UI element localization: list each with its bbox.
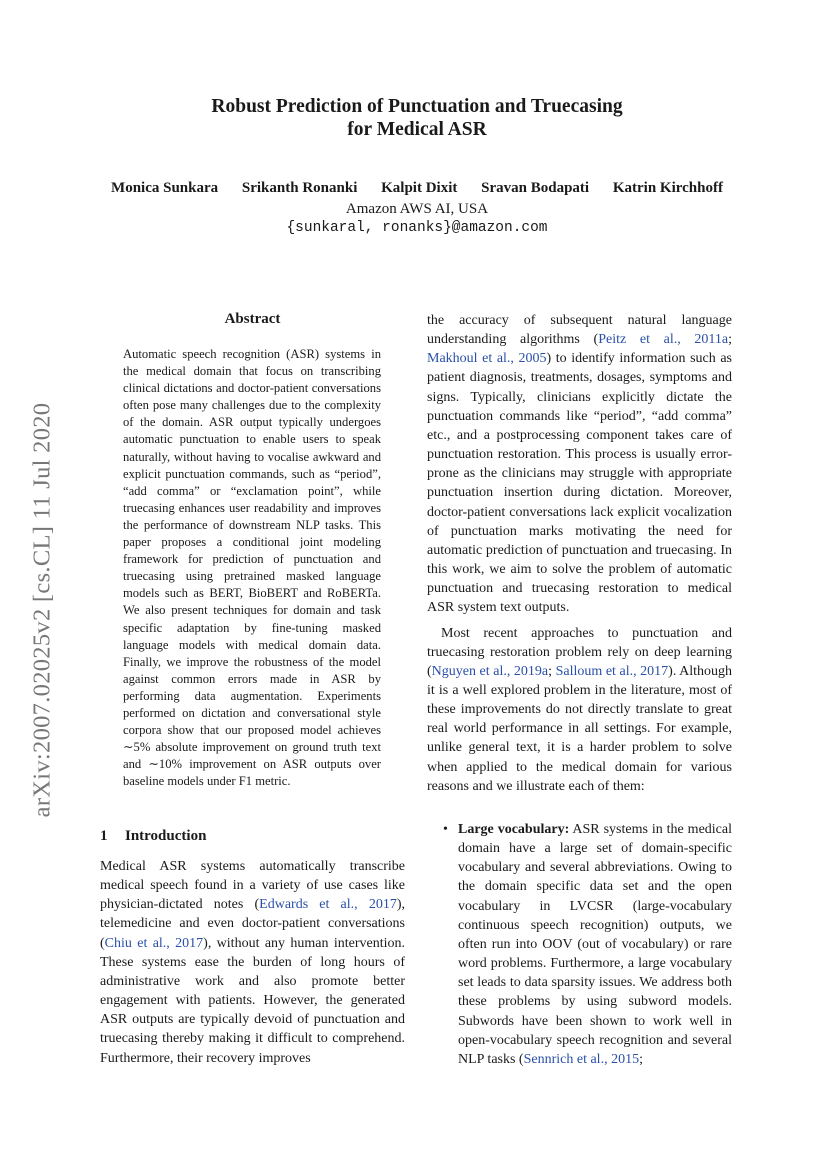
intro-text: ), telemedicine and even doctor-patient conversations ( [100,897,405,951]
arxiv-stamp [22,375,62,845]
paragraph-text: the accuracy of subsequent natural language understanding algorithms ( [427,313,732,348]
author-name: Sravan Bodapati [481,180,590,196]
arxiv-stamp-text: arXiv:2007.02025v2 [cs.CL] 11 Jul 2020 [28,402,55,818]
intro-text: Medical ASR systems automatically transcribe medical speech found in a variety of use cases like physician-dictated notes ( [100,859,405,913]
bullet-text: ASR systems in the medical domain have a large set of domain-specific vocabulary and several abbreviations. Owing to the domain specific data set and the open vocabulary in LVCSR (large-vocabulary continuous speech recognition) outputs, we often run into OOV (out of vocabulary) or rare word problems. Furthermore, a large vocabulary set leads to data sparsity issues. We address both these problems by using subword models. Subwords have been shown to work well in open-vocabulary speech recognition and several NLP tasks ( [458,822,732,1067]
citation-link[interactable]: Nguyen et al., 2019a [431,663,549,679]
paragraph-text: ) to identify information such as patient diagnosis, treatments, dosages, symptoms and signs. Typically, clinicians explicitly dictate the punctuation commands like “period”, “add comma” etc., and a postprocessing component takes care of punctuation restoration. This process is usually error-prone as the clinicians may struggle with appropriate punctuation insertion during dictation. Moreover, doctor-patient conversations lack explicit vocalization of punctuation marks motivating the need for automatic prediction of punctuation and truecasing. In this work, we aim to solve the problem of automatic punctuation and truecasing restoration to medical ASR system text outputs. [427,351,732,616]
right-paragraph-2 [427,624,732,796]
bullet-heading: Large vocabulary: [458,822,570,837]
paragraph-text: Most recent approaches to punctuation and truecasing restoration problem rely on deep learning ( [427,625,732,679]
section-title: Introduction [125,828,207,844]
bullet-list [441,820,732,1069]
bullet-marker: • [443,822,448,837]
citation-link[interactable]: Salloum et al., 2017 [555,663,669,679]
intro-text: ), without any human intervention. These systems ease the burden of long hours of administrative work and also promote better engagement with patients. However, the generated ASR outputs are typically devoid of punctuation and truecasing thereby making it difficult to comprehend. Furthermore, their recovery improves [100,935,405,1066]
title-line-1: Robust Prediction of Punctuation and Truecasing [211,96,623,117]
section-number: 1 [100,828,108,844]
citation-link[interactable]: Makhoul et al., 2005 [427,351,547,367]
paragraph-text: ; [728,332,732,348]
citation-link[interactable]: Sennrich et al., 2015 [523,1051,640,1067]
citation-link[interactable]: Peitz et al., 2011a [598,332,729,348]
abstract-body: Automatic speech recognition (ASR) systems in the medical domain that focus on transcribing clinical dictations and doctor-patient conversations often pose many challenges due to the complexity of the domain. ASR output typically undergoes automatic punctuation to enable users to speak naturally, without having to vocalise awkward and explicit punctuation commands, such as “period”, “add comma” or “exclamation point”, while truecasing enhances user readability and improves the performance of downstream NLP tasks. This paper proposes a conditional joint modeling framework for prediction of punctuation and truecasing using pretrained masked language models such as BERT, BioBERT and RoBERTa. We also present techniques for domain and task specific adaptation by fine-tuning masked language models with medical domain data. Finally, we improve the robustness of the model against common errors made in ASR by performing data augmentation. Experiments performed on dictation and conversational style corpora show that our proposed model achieves ∼5% absolute improvement on ground truth text and ∼10% improvement on ASR outputs over baseline models under F1 metric. [123,347,381,789]
paragraph-text: ; [548,663,556,679]
author-list [80,180,754,197]
bullet-text: ; [639,1051,643,1067]
author-name: Monica Sunkara [111,180,219,196]
abstract-heading: Abstract [224,311,281,327]
author-email: {sunkaral, ronanks}@amazon.com [286,220,548,236]
right-paragraph-1 [427,311,732,618]
citation-link[interactable]: Chiu et al., 2017 [104,935,204,951]
section-heading [100,828,206,845]
author-name: Kalpit Dixit [381,180,458,196]
citation-link[interactable]: Edwards et al., 2017 [259,897,397,913]
right-column [427,311,732,796]
affiliation: Amazon AWS AI, USA [345,201,489,217]
paper-title [100,95,734,141]
paragraph-text: ). Although it is a well explored problem in the literature, most of these improvements do not directly translate to great real world performance in all settings. For example, unlike general text, it is a harder problem to solve when applied to the medical domain for various reasons and we illustrate each of them: [427,663,733,794]
title-line-2: for Medical ASR [347,119,487,140]
intro-paragraph [100,857,405,1068]
list-item [441,820,732,1069]
author-name: Katrin Kirchhoff [612,180,723,196]
author-name: Srikanth Ronanki [241,180,358,196]
